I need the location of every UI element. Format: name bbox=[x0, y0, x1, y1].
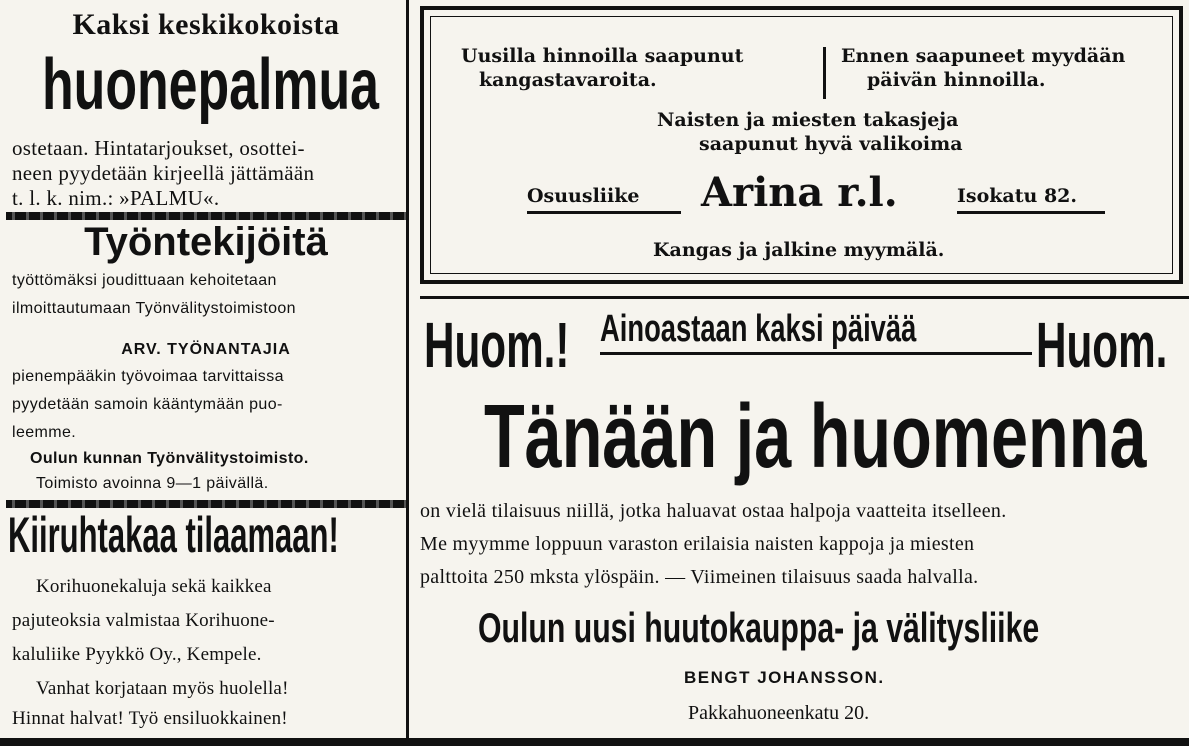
left-column bbox=[6, 0, 406, 740]
arina-ad-frame bbox=[430, 16, 1173, 274]
employment-ad-hours: Toimisto avoinna 9—1 päivällä. bbox=[36, 475, 269, 492]
underline bbox=[600, 352, 1032, 355]
furniture-ad-line: Korihuonekaluja sekä kaikkea bbox=[36, 576, 272, 597]
arina-ad bbox=[420, 6, 1183, 284]
arina-apparel-line: saapunut hyvä valikoima bbox=[699, 133, 963, 155]
section-rule bbox=[420, 296, 1189, 299]
sale-address: Pakkahuoneenkatu 20. bbox=[688, 702, 870, 724]
arina-divider bbox=[823, 47, 826, 99]
furniture-ad-line: kaluliike Pyykkö Oy., Kempele. bbox=[12, 644, 262, 665]
employment-ad-line: leemme. bbox=[12, 424, 77, 441]
arina-footer: Kangas ja jalkine myymälä. bbox=[653, 239, 945, 261]
employment-ad-line: pyydetään samoin kääntymään puo- bbox=[12, 396, 283, 413]
arina-branch-label: Osuusliike bbox=[527, 185, 640, 207]
sale-body-line: on vielä tilaisuus niillä, jotka haluavat ostaa halpoja vaatteita itselleen. bbox=[420, 500, 1007, 522]
arina-old-stock-line: Ennen saapuneet myydään bbox=[841, 45, 1126, 67]
sale-big-headline: Tänään ja huomenna bbox=[484, 387, 1147, 487]
arina-old-stock-line: päivän hinnoilla. bbox=[867, 69, 1046, 91]
employment-ad-signature: Oulun kunnan Työnvälitystoimisto. bbox=[30, 450, 309, 467]
employment-ad-line: pienempääkin työvoimaa tarvittaissa bbox=[12, 368, 284, 385]
employment-ad-title: Työntekijöitä bbox=[84, 220, 328, 264]
column-rule bbox=[406, 0, 409, 740]
arina-new-stock-line: Uusilla hinnoilla saapunut bbox=[461, 45, 744, 67]
palm-ad-title: Kaksi keskikokoista bbox=[72, 8, 340, 41]
divider bbox=[6, 212, 406, 220]
huom-right: Huom. bbox=[1036, 309, 1168, 381]
underline bbox=[957, 211, 1105, 214]
arina-apparel-line: Naisten ja miesten takasjeja bbox=[657, 109, 959, 131]
employment-ad-subheading: ARV. TYÖNANTAJIA bbox=[121, 341, 291, 358]
arina-company: Arina r.l. bbox=[701, 169, 898, 216]
sale-owner: BENGT JOHANSSON. bbox=[684, 668, 885, 687]
palm-ad-headline: huonepalmua bbox=[42, 45, 379, 125]
palm-ad-line: neen pyydetään kirjeellä jättämään bbox=[12, 161, 315, 185]
sale-body-line: Me myymme loppuun varaston erilaisia naisten kappoja ja miesten bbox=[420, 533, 975, 555]
underline bbox=[527, 211, 681, 214]
palm-ad-line: ostetaan. Hintatarjoukset, osottei- bbox=[12, 136, 305, 160]
arina-address: Isokatu 82. bbox=[957, 185, 1077, 207]
furniture-ad-title: Kiiruhtakaa tilaamaan! bbox=[8, 507, 339, 563]
page-bottom-rule bbox=[0, 738, 1189, 746]
palm-ad-body bbox=[12, 136, 314, 211]
palm-ad-line: t. l. k. nim.: »PALMU«. bbox=[12, 186, 220, 210]
furniture-ad-line: Hinnat halvat! Työ ensiluokkainen! bbox=[12, 708, 288, 729]
employment-ad-line: työttömäksi joudittuaan kehoitetaan bbox=[12, 272, 277, 289]
sale-company: Oulun uusi huutokauppa- ja välitysliike bbox=[478, 604, 1040, 651]
furniture-ad-line: pajuteoksia valmistaa Korihuone- bbox=[12, 610, 275, 631]
huom-left: Huom.! bbox=[424, 309, 570, 381]
sale-headline: Ainoastaan kaksi päivää bbox=[600, 308, 917, 350]
arina-new-stock-line: kangastavaroita. bbox=[479, 69, 657, 91]
furniture-ad-line: Vanhat korjataan myös huolella! bbox=[36, 678, 289, 699]
sale-body-line: palttoita 250 mksta ylöspäin. — Viimeinen tilaisuus saada halvalla. bbox=[420, 566, 979, 588]
employment-ad-line: ilmoittautumaan Työnvälitystoimistoon bbox=[12, 300, 296, 317]
